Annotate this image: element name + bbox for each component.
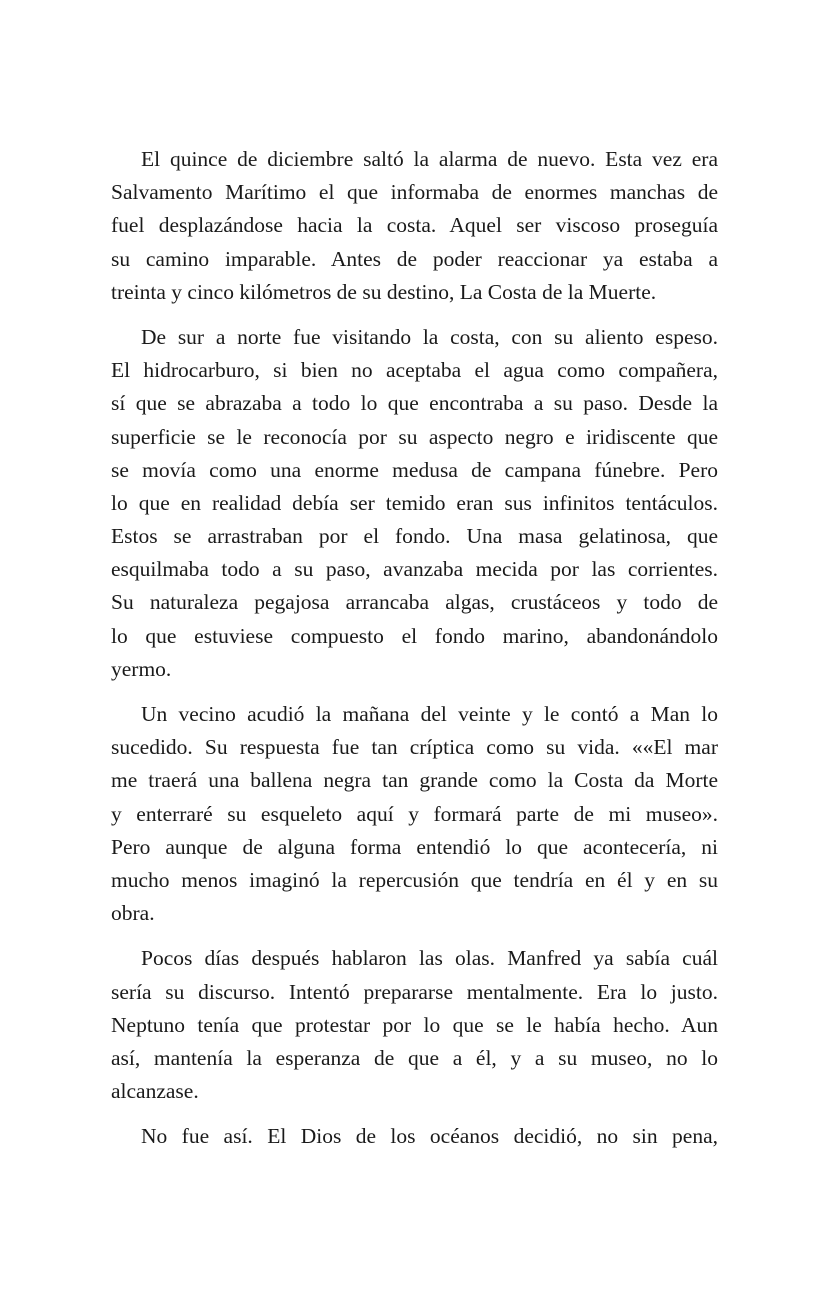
text-line: mucho menos imaginó la repercusión que tendría en él y en su [111,867,718,892]
text-line: lo que en realidad debía ser temido eran sus infinitos tentáculos. [111,490,718,515]
text-line: Salvamento Marítimo el que informaba de enormes manchas de [111,180,718,205]
text-line: Neptuno tenía que protestar por lo que se le había hecho. Aun [111,1012,718,1037]
paragraph [111,1120,718,1153]
text-line: Su naturaleza pegajosa arrancaba algas, crustáceos y todo de [111,590,718,615]
text-line: El quince de diciembre saltó la alarma de nuevo. Esta vez era [141,147,718,171]
text-line: se movía como una enorme medusa de campana fúnebre. Pero [111,457,718,482]
paragraph [111,143,718,309]
text-line: obra. [111,901,155,926]
text-line: superficie se le reconocía por su aspecto negro e iridiscente que [111,424,718,449]
text-line: sucedido. Su respuesta fue tan críptica como su vida. ««El mar [111,735,718,760]
text-line: fuel desplazándose hacia la costa. Aquel ser viscoso proseguía [111,213,718,238]
text-line: me traerá una ballena negra tan grande como la Costa da Morte [111,768,718,793]
paragraph [111,321,718,686]
text-line: esquilmaba todo a su paso, avanzaba mecida por las corrientes. [111,557,718,582]
text-line: De sur a norte fue visitando la costa, con su aliento espeso. [141,324,718,349]
text-line: yermo. [111,656,172,681]
text-line: lo que estuviese compuesto el fondo marino, abandonándolo [111,623,718,648]
text-line: sí que se abrazaba a todo lo que encontraba a su paso. Desde la [111,391,718,416]
text-line: su camino imparable. Antes de poder reaccionar ya estaba a [111,246,718,271]
text-line: y enterraré su esqueleto aquí y formará parte de mi museo». [111,801,718,826]
text-line: treinta y cinco kilómetros de su destino, La Costa de la Muerte. [111,279,657,304]
text-line: Pero aunque de alguna forma entendió lo que acontecería, ni [111,834,718,859]
text-line: Estos se arrastraban por el fondo. Una masa gelatinosa, que [111,524,718,549]
paragraph [111,942,718,1108]
paragraph [111,698,718,930]
text-line: El hidrocarburo, si bien no aceptaba el agua como compañera, [111,358,718,383]
text-line: No fue así. El Dios de los océanos decidió, no sin pena, [141,1124,718,1149]
text-line: alcanzase. [111,1079,199,1104]
text-line: así, mantenía la esperanza de que a él, y a su museo, no lo [111,1045,718,1070]
book-page [111,143,718,1165]
text-line: sería su discurso. Intentó prepararse mentalmente. Era lo justo. [111,979,718,1004]
text-line: Un vecino acudió la mañana del veinte y le contó a Man lo [141,702,718,726]
text-line: Pocos días después hablaron las olas. Manfred ya sabía cuál [141,946,718,971]
